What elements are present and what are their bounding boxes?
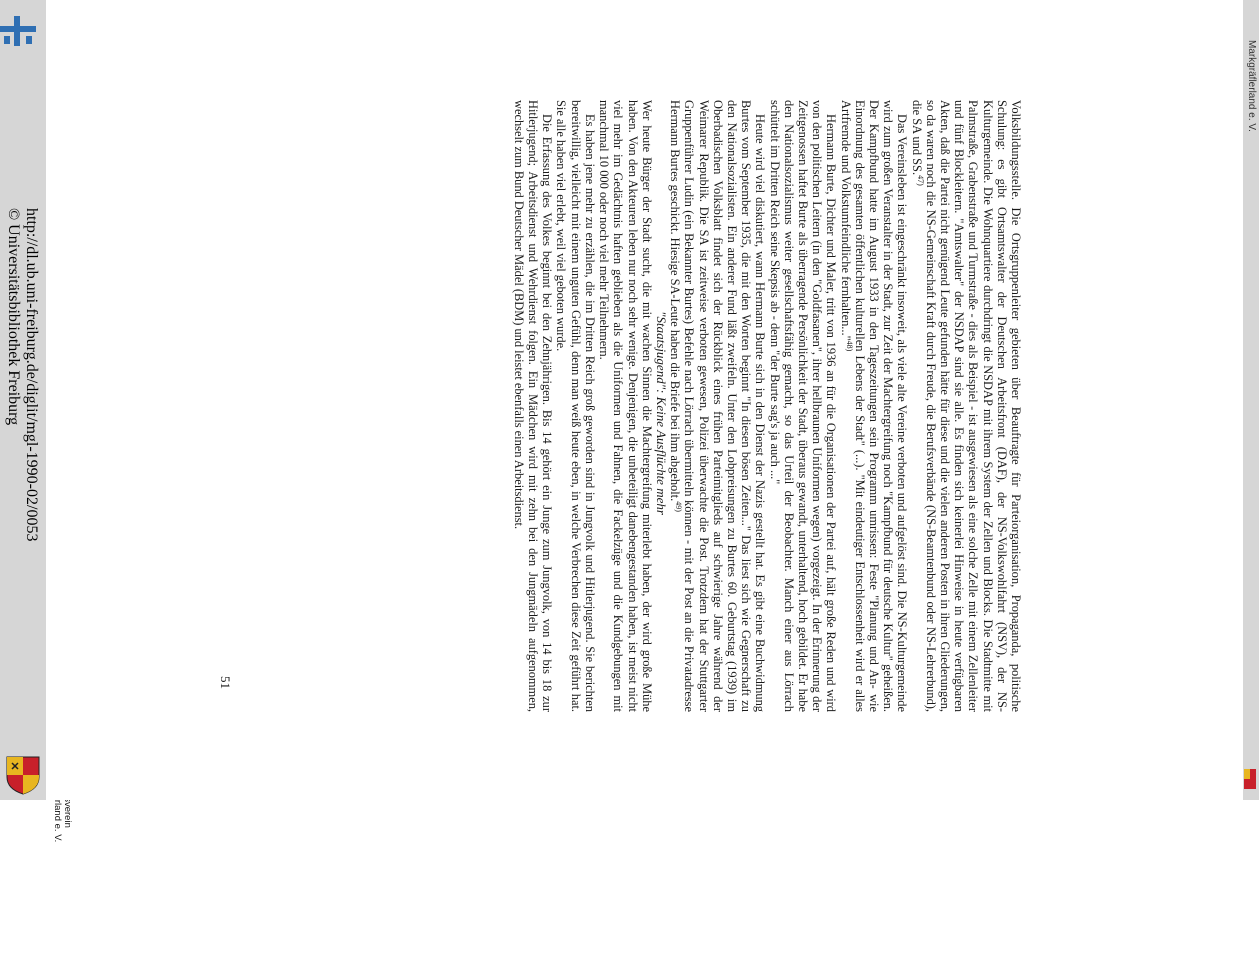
- side-crest-icon: [1243, 768, 1257, 790]
- paragraph: Es haben jene mehr zu erzählen, die im Dritten Reich groß geworden sind in Jungvolk und Hitlerjugend. Sie berichten bereitwillig, vielleicht mit einem unguten Gefühl, denn man weiß heute eben, in welche Verbrechen diese Zeit geführt hat. Sie alle haben viel erlebt, weil viel geboten wurde.: [554, 100, 597, 712]
- footnote-ref: 49): [674, 501, 684, 512]
- paragraph: Hermann Burte, Dichter und Maler, tritt von 1936 an für die Organisationen der Partei auf, hält große Reden und wird von den politischen Leitern (in den "Goldfasanen", ihrer hellbraunen Uniformen wegen) vorgezeigt. In der Erinnerung der Zeitgenossen haftet Burte als überragende Persönlichkeit der Stadt, überaus gewandt, unterhaltend, hoch gebildet. Er habe den Nationalsozialismus weiter gesellschaftsfähig gemacht, so das Urteil der Beobachter. Manch einer aus Lörrach schüttelt im Dritten Reich seine Skepsis ab - denn "der Burte sag's ja auch ...": [767, 100, 839, 712]
- coat-of-arms-icon: [4, 755, 42, 795]
- copyright-notice: © Universitätsbibliothek Freiburg: [5, 208, 22, 426]
- paragraph: Das Vereinsleben ist eingeschränkt insoweit, als viele alte Vereine verboten und aufgelöst sind. Die NS-Kulturgemeinde wird zum großen Veranstalter in der Stadt, zur Zeit der Machtergreifung noch "Kampfbund für deutsche Kultur" geheißen. Der Kampfbund hatte im August 1933 in den Tageszeitungen sein Programm umrissen: Feste "Planung und An- wie Einordnung des gesamten öffentlichen kulturellen Lebens der Stadt" (...). "Mit eindeutiger Entschlossenheit wird er alles Artfremde und Volkstumfeindliche fernhalten..."$^{48)}$: [838, 100, 910, 712]
- paragraph: Wer heute Bürger der Stadt sucht, die mit wachen Sinnen die Machtergreifung miterlebt haben, der wird große Mühe haben. Von den Akteuren leben nur noch sehr wenige. Denjenigen, die unbeteiligt danebengestanden haben, ist meist nicht viel mehr im Gedächtnis haften geblieben als die Uniformen und Fahnen, die Fackelzüge und die Kundgebungen mit manchmal 10 000 oder noch viel mehr Teilnehmern.: [597, 100, 654, 712]
- right-edge-text: Markgräflerland e. V.: [1246, 40, 1257, 132]
- left-watermark: [0, 0, 46, 800]
- footnote-ref: 47): [915, 175, 925, 186]
- footnote-ref: 48): [844, 340, 854, 352]
- source-url[interactable]: http://dl.ub.uni-freiburg.de/diglit/mgl-1990-02/0053: [23, 208, 40, 542]
- paragraph: Heute wird viel diskutiert, wann Hermann Burte sich in den Dienst der Nazis gestellt hat. Es gibt eine Buchwidmung Burtes vom September 1935, die mit den Worten beginnt "In diesen bösen Zeiten..." Das liest sich wie Gegnerschaft zu den Nationalsozialisten. Ein anderer Fund läßt zweifeln. Unter den Lobpreisungen zu Burtes 60. Geburtstag (1939) im Oberbadischen Volksblatt findet sich der Rückblick eines frühen Parteimitglieds auf schwierige Jahre während der Weimarer Republik. Die SA ist zeitweise verboten gewesen, Polizei überwachte die Post. Trotzdem hat der Stuttgarter Gruppenführer Ludin (ein Bekannter Burtes) Befehle nach Lörrach übermitteln können - mit der Post an die Privatadresse Hermann Burtes geschickt. Hiesige SA-Leute haben die Briefe bei ihm abgeholt.$^{49)}$: [668, 100, 768, 712]
- paragraph: Volksbildungsstelle. Die Ortsgruppenleiter gebieten über Beauftragte für Parteiorganisation, Propaganda, politische Schulung: es gibt Ortsamtswalter der Deutschen Arbeitsfront (DAF), der NS-Volkswohlfahrt (NSV), der NS-Kulturgemeinde. Die Wohnquartiere durchdringt die NSDAP mit ihrem System der Zellen und Blocks. Die Stadtmitte mit Palmstraße, Grabenstraße und Turmstraße - dies als Beispiel - ist ausgewiesen als eine solche Zelle mit einem Zellenleiter und fünf Blockleitern. "Amtswalter" der NSDAP sind sie alle. Es finden sich keinerlei Hinweise in heute verfügbaren Akten, daß die Partei nicht genügend Leute gefunden hätte für diese und die vielen anderen Posten in ihren Gliederungen, so da waren noch die NS-Gemeinschaft Kraft durch Freude, die Berufsverbände (NS-Beamtenbund oder NS-Lehrerbund), die SA und SS.$^{47)}$: [909, 100, 1023, 712]
- body-text: [512, 100, 1023, 712]
- left-margin: [0, 0, 46, 800]
- section-heading: "Staatsjugend": Keine Ausflüchte mehr: [653, 311, 669, 515]
- right-margin: [1243, 0, 1259, 800]
- document-page: [46, 0, 1243, 800]
- page-number: 51: [218, 676, 233, 689]
- paragraph: Die Erfassung des Volkes beginnt bei den Zehnjährigen. Bis 14 gehört ein Junge zum Jungvolk, von 14 bis 18 zur Hitlerjugend; Arbeitsdienst und Wehrdienst folgen. Ein Mädchen wird mit zehn bei den Jungmädeln aufgenommen, wechselt zum Bund Deutscher Mädel (BDM) und leistet ebenfalls einen Arbeitsdienst.: [511, 100, 555, 712]
- rotated-page-content: [46, 0, 1243, 800]
